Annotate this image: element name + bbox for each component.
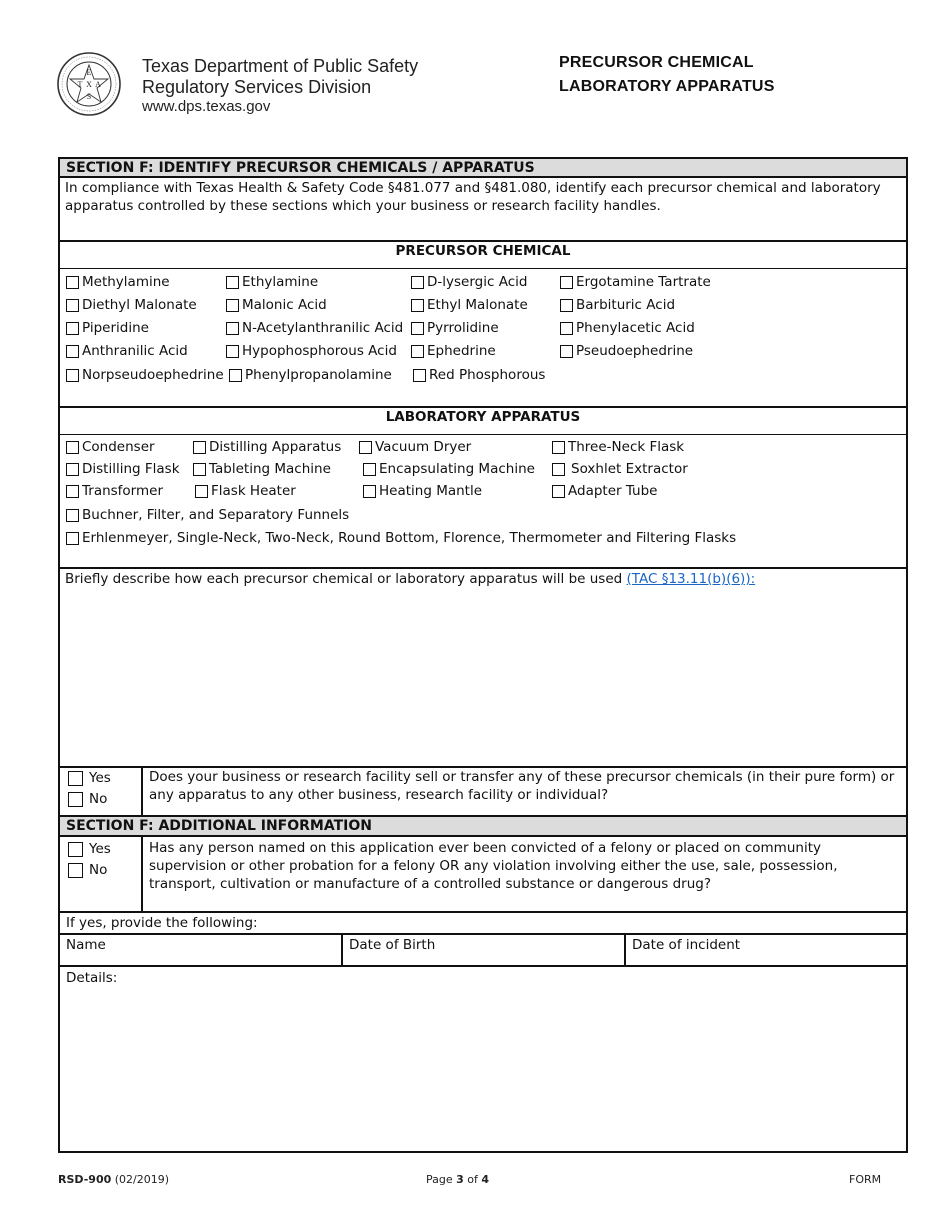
divider — [58, 268, 908, 269]
page-total: 4 — [481, 1173, 490, 1186]
describe-usage-prompt — [65, 570, 901, 588]
checkbox-condenser[interactable]: Condenser — [66, 439, 155, 455]
column-divider — [141, 766, 143, 815]
checkbox-tableting-machine[interactable]: Tableting Machine — [193, 461, 331, 477]
describe-usage-field[interactable] — [62, 592, 908, 766]
checkbox-malonic-acid[interactable]: Malonic Acid — [226, 297, 327, 313]
checkbox-piperidine[interactable]: Piperidine — [66, 320, 149, 336]
checkbox-box[interactable] — [560, 322, 573, 335]
describe-usage-text: Briefly describe how each precursor chemical or laboratory apparatus will be used — [65, 571, 623, 587]
precursor-chemical-heading: PRECURSOR CHEMICAL — [395, 243, 571, 259]
checkbox-box[interactable] — [193, 463, 206, 476]
checkbox-box[interactable] — [66, 463, 79, 476]
checkbox-norpseudoephedrine[interactable]: Norpseudoephedrine — [66, 367, 224, 383]
seal-letter-x: X — [86, 80, 92, 89]
checkbox-d-lysergic-acid[interactable]: D-lysergic Acid — [411, 274, 527, 290]
checkbox-encapsulating-machine[interactable]: Encapsulating Machine — [363, 461, 535, 477]
agency-website: www.dps.texas.gov — [142, 98, 271, 115]
date-of-birth-label: Date of Birth — [349, 937, 436, 953]
transfer-no-checkbox[interactable]: No — [68, 791, 107, 807]
checkbox-ergotamine-tartrate[interactable]: Ergotamine Tartrate — [560, 274, 711, 290]
laboratory-apparatus-heading: LABORATORY APPARATUS — [385, 409, 581, 425]
checkbox-methylamine[interactable]: Methylamine — [66, 274, 170, 290]
page-current: 3 — [456, 1173, 464, 1186]
checkbox-box[interactable] — [66, 441, 79, 454]
checkbox-ethylamine[interactable]: Ethylamine — [226, 274, 318, 290]
divider — [58, 911, 908, 913]
checkbox-box[interactable] — [226, 322, 239, 335]
checkbox-n-acetylanthranilic-acid[interactable]: N-Acetylanthranilic Acid — [226, 320, 403, 336]
checkbox-box[interactable] — [560, 345, 573, 358]
checkbox-box[interactable] — [66, 509, 79, 522]
name-label: Name — [66, 937, 106, 953]
checkbox-box[interactable] — [552, 485, 565, 498]
checkbox-box[interactable] — [359, 441, 372, 454]
checkbox-box[interactable] — [66, 299, 79, 312]
seal-letter-e: E — [86, 68, 92, 77]
checkbox-box[interactable] — [68, 771, 83, 786]
checkbox-box[interactable] — [66, 485, 79, 498]
checkbox-box[interactable] — [552, 441, 565, 454]
checkbox-box[interactable] — [68, 863, 83, 878]
form-code-number: RSD-900 — [58, 1173, 112, 1186]
checkbox-distilling-apparatus[interactable]: Distilling Apparatus — [193, 439, 341, 455]
column-divider — [141, 835, 143, 911]
conviction-no-checkbox[interactable]: No — [68, 862, 107, 878]
section-f-intro: In compliance with Texas Health & Safety Code §481.077 and §481.080, identify each precursor chemical and laboratory apparatus controlled by these sections which your business or research facility handles. — [65, 180, 881, 214]
date-of-incident-label: Date of incident — [632, 937, 741, 953]
checkbox-distilling-flask[interactable]: Distilling Flask — [66, 461, 180, 477]
additional-info-heading: SECTION F: ADDITIONAL INFORMATION — [60, 817, 906, 835]
checkbox-box[interactable] — [552, 463, 565, 476]
divider — [58, 434, 908, 435]
transfer-yes-checkbox[interactable]: Yes — [68, 770, 111, 786]
checkbox-box[interactable] — [411, 345, 424, 358]
divider — [58, 176, 908, 178]
checkbox-adapter-tube[interactable]: Adapter Tube — [552, 483, 657, 499]
checkbox-ethyl-malonate[interactable]: Ethyl Malonate — [411, 297, 528, 313]
form-code — [58, 1173, 169, 1186]
form-title-line2: LABORATORY APPARATUS — [559, 78, 775, 95]
checkbox-pseudoephedrine[interactable]: Pseudoephedrine — [560, 343, 693, 359]
divider — [58, 835, 908, 837]
form-label: FORM — [849, 1173, 882, 1186]
conviction-yes-checkbox[interactable]: Yes — [68, 841, 111, 857]
checkbox-funnels[interactable]: Buchner, Filter, and Separatory Funnels — [66, 507, 349, 523]
checkbox-anthranilic-acid[interactable]: Anthranilic Acid — [66, 343, 188, 359]
page-of: of — [467, 1173, 478, 1186]
tac-reference-link[interactable]: (TAC §13.11(b)(6)): — [626, 571, 756, 587]
seal-letter-a: A — [95, 80, 101, 89]
dps-seal-logo — [56, 52, 122, 116]
checkbox-box[interactable] — [560, 276, 573, 289]
checkbox-box[interactable] — [68, 792, 83, 807]
checkbox-box[interactable] — [411, 276, 424, 289]
details-label: Details: — [66, 970, 118, 986]
checkbox-soxhlet-extractor[interactable]: Soxhlet Extractor — [552, 461, 688, 477]
checkbox-transformer[interactable]: Transformer — [66, 483, 163, 499]
checkbox-ephedrine[interactable]: Ephedrine — [411, 343, 496, 359]
checkbox-box[interactable] — [226, 276, 239, 289]
checkbox-box[interactable] — [226, 345, 239, 358]
checkbox-three-neck-flask[interactable]: Three-Neck Flask — [552, 439, 684, 455]
checkbox-vacuum-dryer[interactable]: Vacuum Dryer — [359, 439, 471, 455]
seal-letter-s: S — [86, 92, 92, 101]
checkbox-phenylpropanolamine[interactable]: Phenylpropanolamine — [229, 367, 392, 383]
checkbox-box[interactable] — [66, 345, 79, 358]
checkbox-box[interactable] — [195, 485, 208, 498]
checkbox-box[interactable] — [193, 441, 206, 454]
form-date: (02/2019) — [114, 1173, 170, 1186]
checkbox-box[interactable] — [66, 532, 79, 545]
checkbox-box[interactable] — [411, 322, 424, 335]
transfer-question: Does your business or research facility sell or transfer any of these precursor chemicals (in their pure form) or any apparatus to any other business, research facility or individual? — [149, 769, 895, 803]
checkbox-box[interactable] — [68, 842, 83, 857]
checkbox-flasks[interactable]: Erhlenmeyer, Single-Neck, Two-Neck, Round Bottom, Florence, Thermometer and Filtering Flasks — [66, 530, 736, 546]
if-yes-instruction: If yes, provide the following: — [66, 915, 258, 931]
column-divider — [341, 933, 343, 965]
agency-name: Texas Department of Public Safety — [142, 56, 419, 76]
checkbox-box[interactable] — [66, 322, 79, 335]
checkbox-box[interactable] — [363, 485, 376, 498]
divider — [58, 933, 908, 935]
checkbox-red-phosphorous[interactable]: Red Phosphorous — [413, 367, 545, 383]
checkbox-heating-mantle[interactable]: Heating Mantle — [363, 483, 482, 499]
checkbox-box[interactable] — [229, 369, 242, 382]
divider — [58, 567, 908, 569]
seal-letter-t: T — [77, 80, 83, 89]
page-prefix: Page — [426, 1173, 453, 1186]
checkbox-pyrrolidine[interactable]: Pyrrolidine — [411, 320, 499, 336]
conviction-question: Has any person named on this application ever been convicted of a felony or placed on community supervision or other probation for a felony OR any violation involving either the use, sale, possession, transport, cultivation or manufacture of a controlled substance or dangerous drug? — [149, 840, 838, 892]
checkbox-flask-heater[interactable]: Flask Heater — [195, 483, 296, 499]
details-field[interactable] — [62, 990, 908, 1152]
checkbox-box[interactable] — [411, 299, 424, 312]
division-name: Regulatory Services Division — [142, 77, 372, 97]
checkbox-diethyl-malonate[interactable]: Diethyl Malonate — [66, 297, 197, 313]
column-divider — [624, 933, 626, 965]
section-f-heading: SECTION F: IDENTIFY PRECURSOR CHEMICALS / APPARATUS — [60, 159, 906, 176]
checkbox-hypophosphorous-acid[interactable]: Hypophosphorous Acid — [226, 343, 397, 359]
checkbox-box[interactable] — [66, 369, 79, 382]
page-number — [426, 1173, 489, 1186]
checkbox-box[interactable] — [66, 276, 79, 289]
checkbox-box[interactable] — [226, 299, 239, 312]
checkbox-barbituric-acid[interactable]: Barbituric Acid — [560, 297, 675, 313]
checkbox-box[interactable] — [560, 299, 573, 312]
divider — [58, 965, 908, 967]
form-title-line1: PRECURSOR CHEMICAL — [559, 54, 754, 71]
checkbox-box[interactable] — [363, 463, 376, 476]
checkbox-box[interactable] — [413, 369, 426, 382]
checkbox-phenylacetic-acid[interactable]: Phenylacetic Acid — [560, 320, 695, 336]
